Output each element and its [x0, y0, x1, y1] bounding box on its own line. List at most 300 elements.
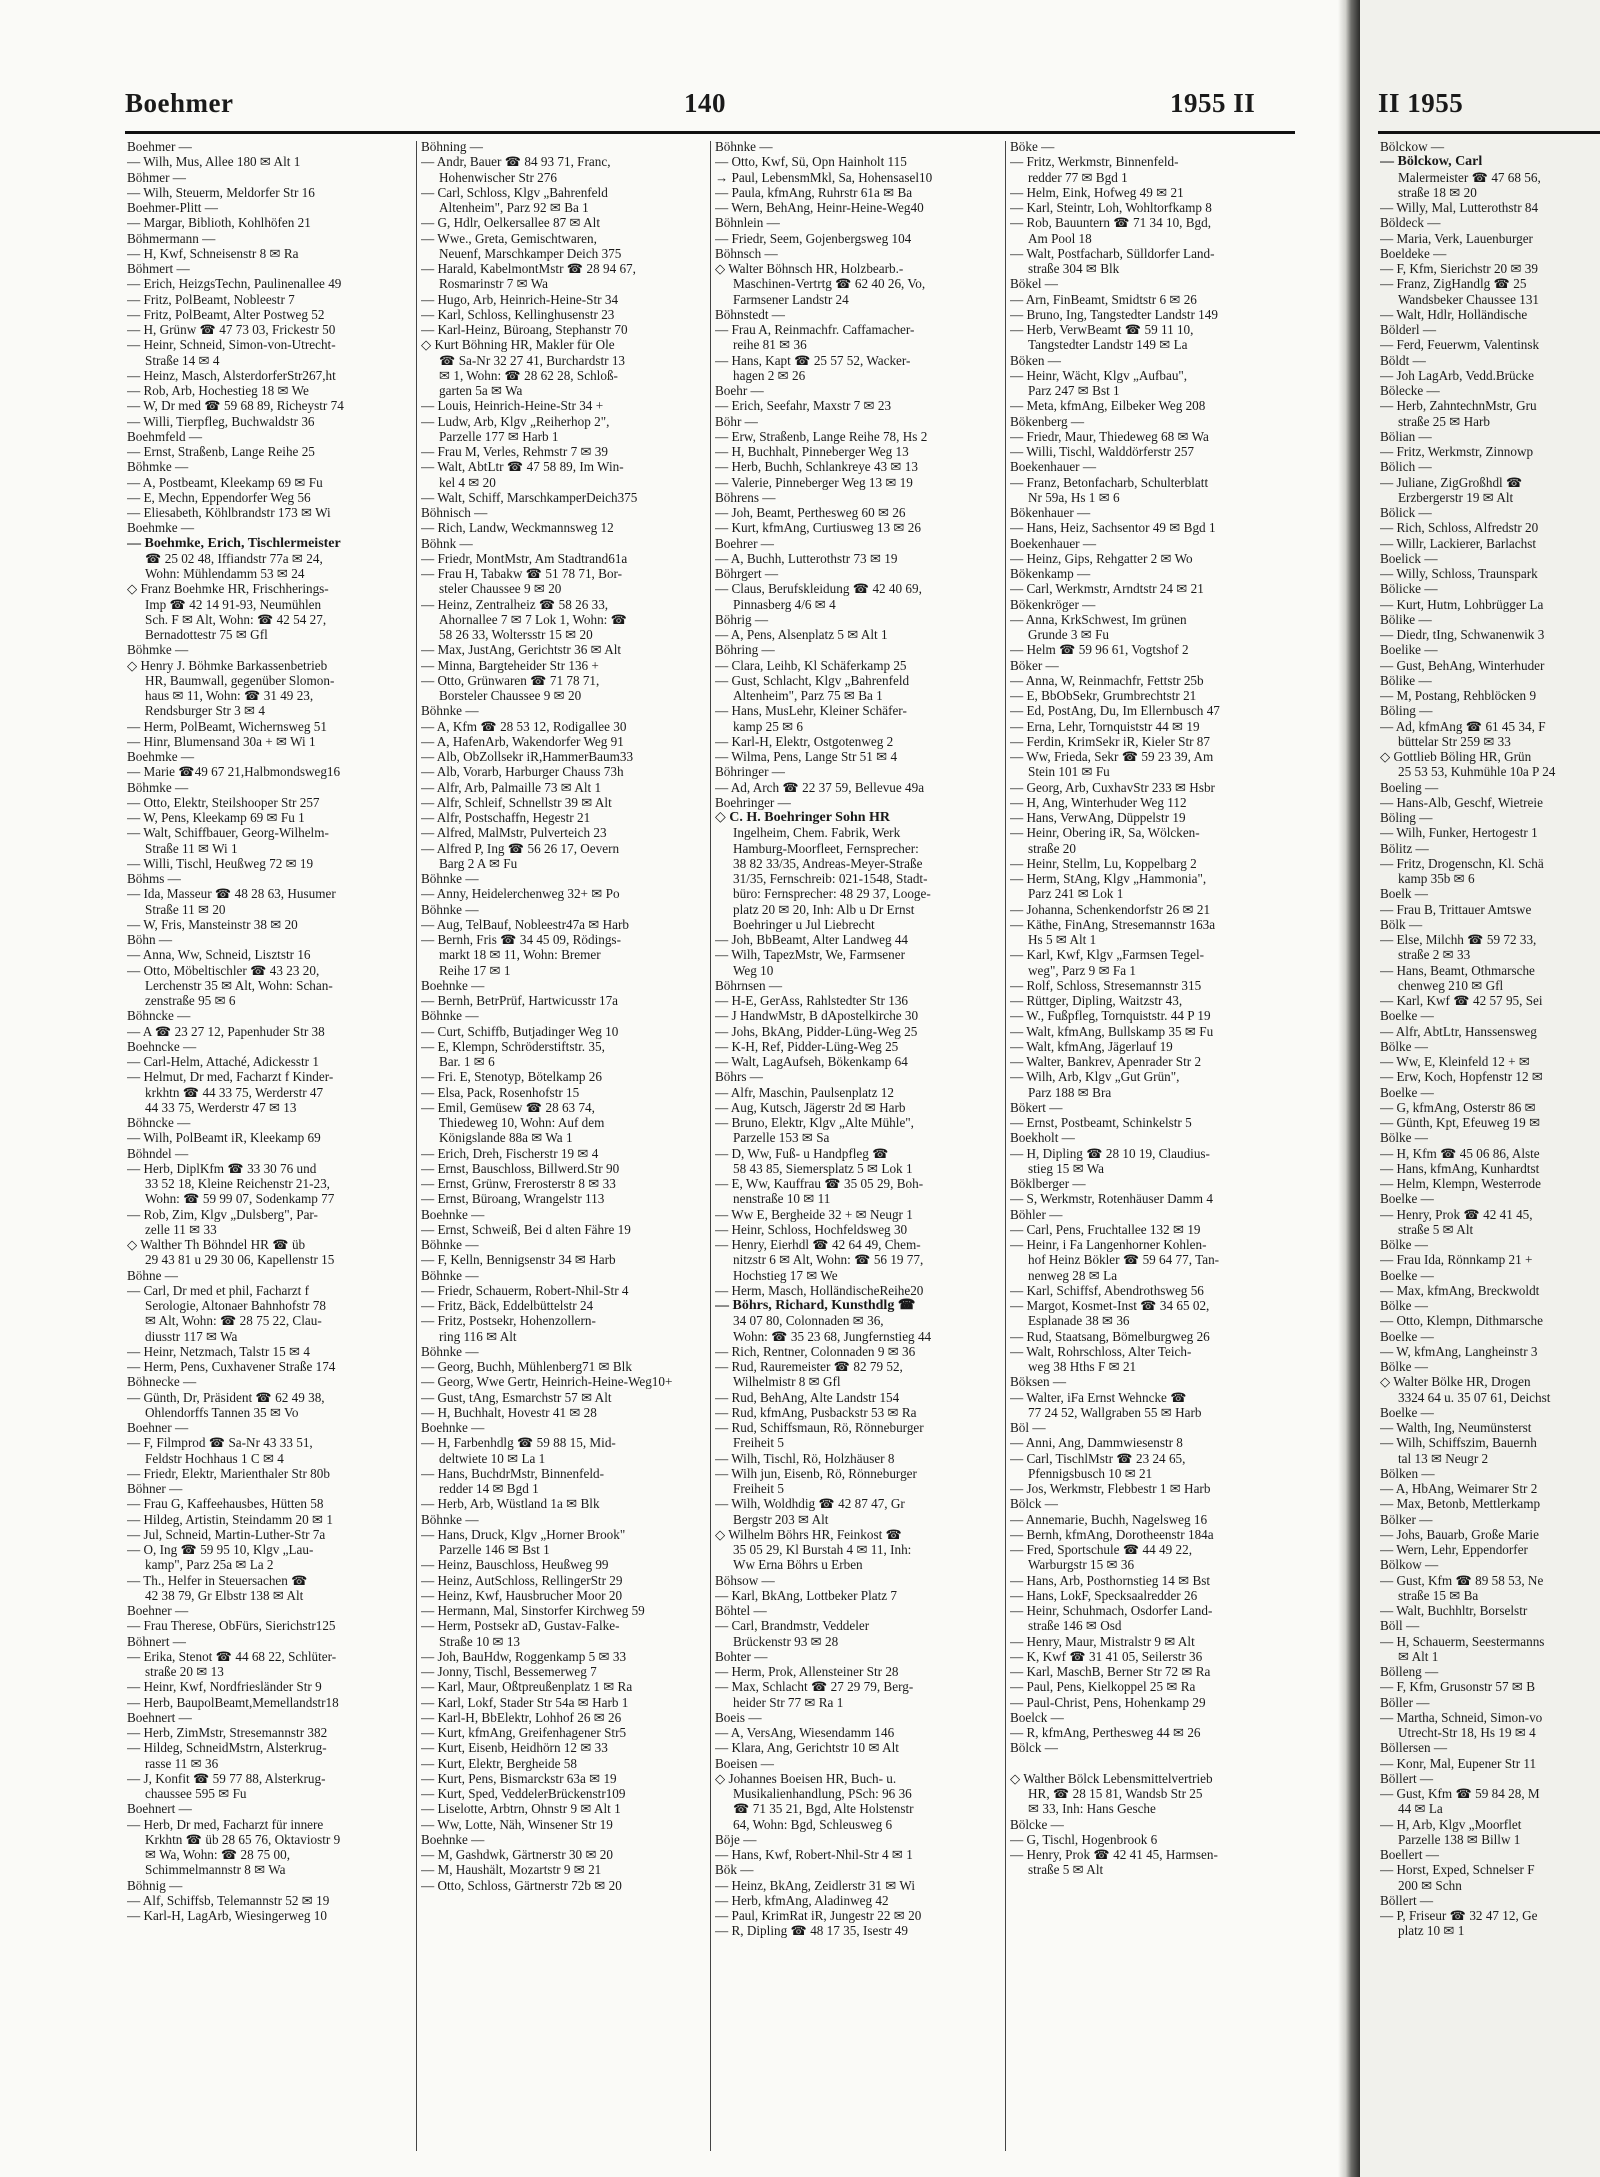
directory-entry: — Jul, Schneid, Martin-Luther-Str 7a	[127, 1526, 326, 1542]
directory-entry: Pinnasberg 4/6 ✉ 4	[733, 596, 836, 612]
directory-entry: — Bruno, Ing, Tangstedter Landstr 149	[1010, 306, 1218, 322]
directory-entry: Hochstieg 17 ✉ We	[733, 1267, 838, 1283]
directory-entry: kamp 25 ✉ 6	[733, 718, 804, 734]
directory-entry: — Otto, Klempn, Dithmarsche	[1380, 1313, 1543, 1329]
directory-column-5	[1380, 139, 1600, 1939]
directory-entry: büro: Fernsprecher: 48 29 37, Looge-	[733, 886, 931, 902]
directory-entry: — Fritz, Drogenschn, Kl. Schä	[1380, 855, 1544, 871]
directory-entry: — E, Klempn, Schröderstiftstr. 35,	[421, 1038, 605, 1054]
directory-entry: — Günth, Kpt, Efeuweg 19 ✉	[1380, 1115, 1541, 1130]
directory-entry: — Hinr, Blumensand 30a + ✉ Wi 1	[127, 733, 316, 749]
directory-entry: Boelke —	[1380, 1191, 1434, 1207]
directory-entry: — Gust, Schlacht, Klgv „Bahrenfeld	[715, 672, 910, 688]
directory-entry: Altenheim", Parz 75 ✉ Ba 1	[733, 688, 883, 703]
directory-entry: — Paul, KrimRat iR, Jungestr 22 ✉ 20	[715, 1908, 922, 1923]
directory-entry: — Herm, Pens, Cuxhavener Straße 174	[127, 1359, 336, 1374]
directory-entry: — Friedr, Maur, Thiedeweg 68 ✉ Wa	[1010, 428, 1209, 444]
directory-entry: Hamburg-Moorfleet, Fernsprecher:	[733, 840, 919, 856]
directory-entry: — Ferd, Feuerwm, Valentinsk	[1380, 337, 1540, 353]
directory-entry: Straße 14 ✉ 4	[145, 352, 220, 368]
directory-entry: 38 82 33/35, Andreas-Meyer-Straße	[733, 855, 923, 871]
directory-entry: Boeis —	[715, 1709, 762, 1725]
directory-entry: — Otto, Schloss, Gärtnerstr 72b ✉ 20	[421, 1877, 622, 1893]
directory-entry: ☎ 25 02 48, Iffiandstr 77a ✉ 24,	[145, 550, 323, 566]
directory-entry: — Heinz, BkAng, Zeidlerstr 31 ✉ Wi	[715, 1877, 915, 1893]
directory-entry: — Arn, FinBeamt, Smidtstr 6 ✉ 26	[1010, 291, 1197, 307]
directory-entry: — Otto, Elektr, Steilshooper Str 257	[127, 794, 320, 810]
directory-entry: — Annemarie, Buchh, Nagelsweg 16	[1010, 1511, 1208, 1527]
directory-entry: — Kurt, Eisenb, Heidhörn 12 ✉ 33	[421, 1740, 608, 1756]
directory-entry: garten 5a ✉ Wa	[439, 383, 523, 398]
directory-entry: — Frau H, Tabakw ☎ 51 78 71, Bor-	[421, 566, 623, 581]
directory-entry: Boehnert —	[127, 1709, 192, 1725]
directory-entry: Freiheit 5	[733, 1435, 784, 1451]
directory-entry: Boehmfeld —	[127, 428, 203, 444]
directory-entry: weg", Parz 9 ✉ Fa 1	[1028, 962, 1136, 978]
column-divider	[710, 141, 711, 2151]
directory-entry: 58 26 33, Woltersstr 15 ✉ 20	[439, 627, 593, 642]
directory-entry: — Emil, Gemüsew ☎ 28 63 74,	[421, 1099, 595, 1115]
directory-entry: — Fritz, Postsekr, Hohenzollern-	[421, 1313, 596, 1329]
directory-entry: — Wwe., Greta, Gemischtwaren,	[421, 230, 597, 246]
directory-entry: Parz 241 ✉ Lok 1	[1028, 886, 1124, 902]
directory-entry: kel 4 ✉ 20	[439, 474, 496, 490]
directory-entry: — Wern, Lehr, Eppendorfer	[1380, 1542, 1528, 1557]
directory-entry: ✉ Alt, Wohn: ☎ 28 75 22, Clau-	[145, 1313, 322, 1329]
directory-entry: Parzelle 146 ✉ Bst 1	[439, 1542, 550, 1557]
directory-column-3	[715, 139, 1000, 1939]
directory-entry: Ingelheim, Chem. Fabrik, Werk	[733, 825, 901, 841]
directory-entry: — Wilh, Steuerm, Meldorfer Str 16	[127, 184, 315, 200]
directory-entry: Boeling —	[1380, 779, 1439, 795]
directory-entry: Farmsener Landstr 24	[733, 291, 849, 307]
directory-entry: Parz 188 ✉ Bra	[1028, 1084, 1112, 1100]
directory-entry: — Erw, Straßenb, Lange Reihe 78, Hs 2	[715, 428, 928, 444]
directory-entry: Boekenhauer —	[1010, 535, 1097, 551]
directory-entry: — G, Hdlr, Oelkersallee 87 ✉ Alt	[421, 215, 600, 231]
directory-entry: 77 24 52, Wallgraben 55 ✉ Harb	[1028, 1404, 1202, 1420]
directory-entry: Böhrnsen —	[715, 977, 783, 993]
directory-entry: weg 38 Hths F ✉ 21	[1028, 1359, 1137, 1374]
directory-entry: 200 ✉ Schn	[1398, 1877, 1462, 1893]
directory-entry: — Heinr, Kwf, Nordfriesländer Str 9	[127, 1679, 322, 1695]
directory-entry: Boeldeke —	[1380, 245, 1447, 261]
directory-entry: — Max, JustAng, Gerichtstr 36 ✉ Alt	[421, 642, 622, 658]
directory-entry: — Walt, Rohrschloss, Alter Teich-	[1010, 1343, 1192, 1359]
directory-entry: — Alfred, MalMstr, Pulverteich 23	[421, 825, 607, 841]
directory-entry: Am Pool 18	[1028, 230, 1092, 246]
directory-entry: straße 25 ✉ Harb	[1398, 413, 1490, 429]
directory-entry: redder 14 ✉ Bgd 1	[439, 1481, 539, 1496]
directory-entry: — Louis, Heinrich-Heine-Str 34 +	[421, 398, 604, 414]
directory-entry: Warburgstr 15 ✉ 36	[1028, 1557, 1135, 1573]
directory-entry: — Alfr, Postschaffn, Hegestr 21	[421, 810, 591, 825]
directory-entry: Böje —	[715, 1831, 757, 1847]
directory-entry: — Herm, StAng, Klgv „Hammonia",	[1010, 871, 1207, 886]
directory-entry: — Heinz, Zentralheiz ☎ 58 26 33,	[421, 596, 609, 612]
directory-entry: Boeisen —	[715, 1755, 774, 1771]
directory-entry: — Karl, Steintr, Loh, Wohltorfkamp 8	[1010, 200, 1212, 215]
directory-entry: — Günth, Dr, Präsident ☎ 62 49 38,	[127, 1389, 325, 1405]
directory-entry: Böhrens —	[715, 489, 776, 505]
directory-entry: — Max, kfmAng, Breckwoldt	[1380, 1282, 1540, 1298]
directory-entry: — Georg, Arb, CuxhavStr 233 ✉ Hsbr	[1010, 779, 1215, 795]
directory-entry: Boelck —	[1010, 1709, 1064, 1725]
directory-entry: Grunde 3 ✉ Fu	[1028, 627, 1110, 642]
directory-entry: straße 146 ✉ Osd	[1028, 1618, 1122, 1634]
directory-entry: Bölicke —	[1380, 581, 1438, 597]
directory-entry: straße 304 ✉ Blk	[1028, 261, 1120, 276]
book-gutter	[1338, 0, 1360, 2177]
directory-entry: — Wern, BehAng, Heinr-Heine-Weg40	[715, 200, 924, 215]
directory-entry: HR, Baumwall, gegenüber Slomon-	[145, 672, 335, 688]
directory-entry: Bölker —	[1380, 1511, 1433, 1527]
directory-entry: Bölck —	[1010, 1740, 1058, 1756]
directory-entry: — Walt, Buchhltr, Borselstr	[1380, 1603, 1528, 1618]
directory-entry: Parzelle 177 ✉ Harb 1	[439, 428, 559, 444]
directory-entry: — Joh, BauHdw, Roggenkamp 5 ✉ 33	[421, 1648, 627, 1664]
directory-entry: Feldstr Hochhaus 1 C ✉ 4	[145, 1450, 284, 1466]
directory-entry: Esplanade 38 ✉ 36	[1028, 1313, 1130, 1329]
directory-entry: — F, Kelln, Bennigsenstr 34 ✉ Harb	[421, 1252, 616, 1268]
directory-entry: HR, ☎ 28 15 81, Wandsb Str 25	[1028, 1786, 1203, 1801]
directory-entry: Nr 59a, Hs 1 ✉ 6	[1028, 489, 1120, 505]
directory-entry: — Alfr, AbtLtr, Hanssensweg	[1380, 1023, 1537, 1039]
directory-entry: heider Str 77 ✉ Ra 1	[733, 1694, 844, 1710]
directory-entry: — Wilh, Woldhdig ☎ 42 87 47, Gr	[715, 1496, 905, 1512]
directory-entry: — W, Pens, Kleekamp 69 ✉ Fu 1	[127, 810, 305, 825]
directory-entry: — A, VersAng, Wiesendamm 146	[715, 1725, 895, 1740]
directory-entry: Bölke —	[1380, 1298, 1428, 1313]
directory-entry: — Fritz, PolBeamt, Nobleestr 7	[127, 291, 295, 307]
directory-entry: — Herb, ZimMstr, Stresemannstr 382	[127, 1725, 328, 1740]
directory-entry: 29 43 81 u 29 30 06, Kapellenstr 15	[145, 1252, 335, 1268]
directory-entry: deltwiete 10 ✉ La 1	[439, 1450, 546, 1466]
directory-entry: — Walt, kfmAng, Bullskamp 35 ✉ Fu	[1010, 1023, 1214, 1039]
directory-entry: Bölk —	[1380, 916, 1423, 932]
directory-entry: Böhning —	[421, 139, 483, 154]
directory-entry: — Karl-H, BbElektr, Lohhof 26 ✉ 26	[421, 1709, 622, 1725]
directory-entry: Boelike —	[1380, 642, 1438, 658]
directory-entry: — Helm ☎ 59 96 61, Vogtshof 2	[1010, 642, 1189, 658]
directory-entry: — Diedr, tIng, Schwanenwik 3	[1380, 627, 1545, 642]
directory-entry: — Erw, Koch, Hopfenstr 12 ✉	[1380, 1069, 1543, 1085]
directory-entry: Böller —	[1380, 1694, 1430, 1710]
directory-entry: Böhncke —	[127, 1008, 191, 1024]
directory-entry: straße 20 ✉ 13	[145, 1664, 224, 1679]
directory-column-2	[421, 139, 706, 1893]
directory-entry: Musikalienhandlung, PSch: 96 36	[733, 1786, 912, 1801]
directory-entry: — Karl, MaschB, Berner Str 72 ✉ Ra	[1010, 1664, 1211, 1679]
directory-entry: Boehner —	[127, 1603, 189, 1618]
directory-entry: — Elsa, Pack, Rosenhofstr 15	[421, 1084, 580, 1100]
directory-entry: — Ad, Arch ☎ 22 37 59, Bellevue 49a	[715, 779, 925, 795]
directory-entry: nenstraße 10 ✉ 11	[733, 1191, 831, 1207]
directory-entry: — H, Kfm ☎ 45 06 86, Alste	[1380, 1145, 1540, 1161]
directory-entry: — Martha, Schneid, Simon-vo	[1380, 1709, 1543, 1725]
directory-entry: — Bernh, BetrPrüf, Hartwicusstr 17a	[421, 993, 619, 1008]
directory-entry: — Herb, kfmAng, Aladinweg 42	[715, 1892, 889, 1908]
directory-entry: — Henry, Prok ☎ 42 41 45,	[1380, 1206, 1533, 1222]
directory-entry: Böhnsch —	[715, 245, 778, 261]
directory-entry: Boelick —	[1380, 550, 1438, 566]
directory-entry: Boelke —	[1380, 1404, 1434, 1420]
directory-entry: — Erich, Dreh, Fischerstr 19 ✉ 4	[421, 1145, 599, 1161]
directory-entry: Böhmert —	[127, 261, 190, 276]
directory-entry: — Margar, Biblioth, Kohlhöfen 21	[127, 215, 311, 231]
directory-entry: — Rich, Rentner, Colonnaden 9 ✉ 36	[715, 1343, 916, 1359]
directory-entry: — W, Fris, Mansteinstr 38 ✉ 20	[127, 916, 298, 932]
directory-entry: Bök —	[715, 1862, 754, 1878]
directory-entry: Bökenkröger —	[1010, 596, 1096, 612]
directory-entry: — Heinz, AutSchloss, RellingerStr 29	[421, 1572, 623, 1588]
directory-entry: — Carl, Werkmstr, Arndtstr 24 ✉ 21	[1010, 581, 1204, 597]
directory-entry: — H, Farbenhdlg ☎ 59 88 15, Mid-	[421, 1435, 616, 1451]
directory-entry: — Heinz, Bauschloss, Heußweg 99	[421, 1557, 609, 1573]
directory-entry: — Johs, Bauarb, Große Marie	[1380, 1526, 1539, 1542]
directory-entry: — Friedr, Schauerm, Robert-Nhil-Str 4	[421, 1282, 629, 1298]
directory-entry: ◇ Walther Bölck Lebensmittelvertrieb	[1010, 1770, 1213, 1786]
directory-entry: haus ✉ 11, Wohn: ☎ 31 49 23,	[145, 688, 314, 703]
directory-entry: — Frau B, Trittauer Amtswe	[1380, 901, 1532, 917]
directory-entry: — Carl, Dr med et phil, Facharzt f	[127, 1282, 310, 1298]
directory-entry: Lerchenstr 35 ✉ Alt, Wohn: Schan-	[145, 977, 333, 993]
directory-entry: — H, Buchhalt, Pinneberger Weg 13	[715, 444, 909, 459]
directory-entry: — Bernh, Fris ☎ 34 45 09, Rödings-	[421, 932, 621, 947]
directory-entry: — Aug, TelBauf, Nobleestr47a ✉ Harb	[421, 916, 630, 932]
directory-entry: Böhr —	[715, 413, 758, 429]
directory-entry: Rosmarinstr 7 ✉ Wa	[439, 276, 549, 292]
directory-entry: Böhnke —	[421, 871, 479, 886]
directory-entry: diusstr 117 ✉ Wa	[145, 1328, 238, 1344]
directory-entry: — E, BbObSekr, Grumbrechtstr 21	[1010, 688, 1197, 703]
directory-entry: — Heinr, Schneid, Simon-von-Utrecht-	[127, 337, 336, 353]
directory-entry: Bölick —	[1380, 505, 1432, 520]
directory-entry: — Anny, Heidelerchenweg 32+ ✉ Po	[421, 886, 620, 902]
directory-entry: — G, Tischl, Hogenbrook 6	[1010, 1831, 1158, 1847]
directory-entry: 31/35, Fernschreib: 021-1548, Stadt-	[733, 871, 928, 886]
directory-entry: Böling —	[1380, 810, 1433, 825]
directory-entry: — Herb, ZahntechnMstr, Gru	[1380, 398, 1537, 414]
directory-entry: — Heinz, Kwf, Hausbrucher Moor 20	[421, 1587, 623, 1603]
directory-entry: Tangstedter Landstr 149 ✉ La	[1028, 337, 1188, 353]
directory-entry: Böhnk —	[421, 535, 473, 551]
directory-entry: — Wilh, Tischl, Rö, Holzhäuser 8	[715, 1450, 895, 1466]
directory-entry: — Fritz, Bäck, Eddelbüttelstr 24	[421, 1298, 594, 1313]
directory-column-4	[1010, 139, 1295, 1878]
directory-entry: — Wilh, Arb, Klgv „Gut Grün",	[1010, 1069, 1180, 1085]
directory-entry: — Rud, kfmAng, Pusbackstr 53 ✉ Ra	[715, 1404, 917, 1420]
directory-entry: ◇ Franz Boehmke HR, Frischherings-	[127, 581, 329, 597]
directory-entry: ✉ 1, Wohn: ☎ 28 62 28, Schloß-	[439, 367, 618, 383]
directory-entry: — P, Friseur ☎ 32 47 12, Ge	[1380, 1908, 1538, 1923]
directory-entry: — Hans-Alb, Geschf, Wietreie	[1380, 794, 1543, 810]
directory-entry: — Hans, Druck, Klgv „Horner Brook"	[421, 1526, 626, 1542]
directory-entry: Hohenwischer Str 276	[439, 169, 557, 185]
directory-entry: — Alf, Schiffsb, Telemannstr 52 ✉ 19	[127, 1892, 330, 1908]
directory-entry: Böl —	[1010, 1420, 1046, 1435]
directory-entry: — Ludw, Arb, Klgv „Reiherhop 2",	[421, 413, 610, 429]
directory-entry: Boehrer —	[715, 535, 774, 551]
directory-entry: Parzelle 153 ✉ Sa	[733, 1130, 830, 1146]
directory-entry: — Wilh, TapezMstr, We, Farmsener	[715, 947, 905, 963]
directory-entry: — Ww E, Bergheide 32 + ✉ Neugr 1	[715, 1206, 913, 1222]
directory-entry: Boelk —	[1380, 886, 1428, 902]
directory-entry: — Clara, Leihb, Kl Schäferkamp 25	[715, 657, 907, 673]
directory-entry: — Erich, HeizgsTechn, Paulinenallee 49	[127, 276, 342, 292]
directory-entry: — Frau Ida, Rönnkamp 21 +	[1380, 1252, 1533, 1268]
directory-entry: Boehringer u Jul Liebrecht	[733, 916, 875, 932]
directory-entry: — Käthe, FinAng, Stresemannstr 163a	[1010, 916, 1216, 932]
directory-entry: — Valerie, Pinneberger Weg 13 ✉ 19	[715, 474, 913, 490]
directory-entry: — Carl, Pens, Fruchtallee 132 ✉ 19	[1010, 1221, 1201, 1237]
directory-entry: — F, Kfm, Sierichstr 20 ✉ 39	[1380, 261, 1538, 276]
directory-entry: 58 43 85, Siemersplatz 5 ✉ Lok 1	[733, 1160, 913, 1176]
directory-entry: — Paul-Christ, Pens, Hohenkamp 29	[1010, 1694, 1206, 1710]
directory-entry: — Rud, BehAng, Alte Landstr 154	[715, 1389, 900, 1405]
directory-entry: — Rud, Staatsang, Bömelburgweg 26	[1010, 1328, 1210, 1344]
directory-entry: Böke —	[1010, 139, 1055, 154]
directory-entry: — G, kfmAng, Osterstr 86 ✉	[1380, 1099, 1536, 1115]
directory-entry: Königslande 88a ✉ Wa 1	[439, 1130, 573, 1146]
directory-entry: Boehmke —	[127, 749, 195, 764]
directory-entry: — Walter, Bankrev, Apenrader Str 2	[1010, 1054, 1202, 1069]
directory-entry: hof Heinz Bökler ☎ 59 64 77, Tan-	[1028, 1252, 1220, 1268]
directory-entry: — Joh, BbBeamt, Alter Landweg 44	[715, 932, 909, 947]
directory-entry: — Friedr, Elektr, Marienthaler Str 80b	[127, 1465, 330, 1481]
directory-entry: — Wilh, PolBeamt iR, Kleekamp 69	[127, 1130, 321, 1146]
directory-entry: Straße 10 ✉ 13	[439, 1633, 521, 1649]
directory-entry: Böhnlein —	[715, 215, 780, 231]
directory-entry: — M, Haushält, Mozartstr 9 ✉ 21	[421, 1862, 602, 1878]
directory-entry: Böhmermann —	[127, 230, 216, 246]
directory-entry: — Bölckow, Carl	[1380, 154, 1483, 170]
directory-entry: Böhndel —	[127, 1145, 189, 1161]
directory-entry: Utrecht-Str 18, Hs 19 ✉ 4	[1398, 1725, 1536, 1740]
directory-entry: Bergstr 203 ✉ Alt	[733, 1511, 829, 1527]
directory-entry: 44 33 75, Werderstr 47 ✉ 13	[145, 1099, 297, 1115]
directory-entry: Ohlendorffs Tannen 35 ✉ Vo	[145, 1404, 299, 1420]
directory-entry: — Hans, Beamt, Othmarsche	[1380, 962, 1535, 978]
directory-entry: — Hans, Heiz, Sachsentor 49 ✉ Bgd 1	[1010, 520, 1216, 536]
directory-entry: — Böhrs, Richard, Kunsthdlg ☎	[715, 1298, 916, 1313]
directory-entry: Straße 11 ✉ Wi 1	[145, 840, 238, 856]
directory-entry: Bökert —	[1010, 1099, 1063, 1115]
directory-entry: Boekholt —	[1010, 1130, 1075, 1146]
directory-entry: Böhnert —	[127, 1633, 186, 1649]
directory-entry: Ahornallee 7 ✉ 7 Lok 1, Wohn: ☎	[439, 611, 628, 627]
directory-entry: redder 77 ✉ Bgd 1	[1028, 169, 1128, 185]
directory-entry: — Henry, Eierhdl ☎ 42 64 49, Chem-	[715, 1237, 921, 1252]
directory-entry: Borsteler Chaussee 9 ✉ 20	[439, 688, 582, 703]
directory-entry: — Walt, Schiff, MarschkamperDeich375	[421, 489, 638, 505]
directory-entry: — Walt, LagAufseh, Bökenkamp 64	[715, 1054, 908, 1069]
directory-entry: — Wilh, Funker, Hertogestr 1	[1380, 825, 1538, 841]
directory-entry: — Carl, Brandmstr, Veddeler	[715, 1618, 870, 1634]
directory-entry: — Alb, Vorarb, Harburger Chauss 73h	[421, 764, 624, 780]
directory-entry: — Walt, Hdlr, Holländische	[1380, 306, 1528, 322]
directory-entry: — Ww, Lotte, Näh, Winsener Str 19	[421, 1816, 613, 1832]
directory-entry: Böhnke —	[421, 1008, 479, 1024]
directory-entry: ring 116 ✉ Alt	[439, 1328, 517, 1344]
directory-entry: Bölike —	[1380, 672, 1432, 688]
directory-entry: — Willy, Schloss, Traunspark	[1380, 566, 1538, 581]
directory-entry: nenweg 28 ✉ La	[1028, 1267, 1118, 1283]
directory-entry: → Paul, LebensmMkl, Sa, Hohensasel10	[715, 169, 933, 185]
directory-entry: — Wilh jun, Eisenb, Rö, Rönneburger	[715, 1465, 917, 1481]
directory-entry: — Carl, TischlMstr ☎ 23 24 65,	[1010, 1450, 1186, 1466]
directory-entry: — Gust, Kfm ☎ 89 58 53, Ne	[1380, 1572, 1544, 1588]
directory-entry: Böhnstedt —	[715, 306, 785, 322]
directory-entry: — Wilh, Schiffszim, Bauernh	[1380, 1435, 1537, 1451]
directory-entry: chenweg 210 ✉ Gfl	[1398, 977, 1504, 993]
directory-entry: 34 07 80, Colonnaden ✉ 36,	[733, 1313, 884, 1329]
directory-entry: — Herm, PolBeamt, Wichernsweg 51	[127, 718, 327, 734]
directory-entry: Neuenf, Marschkamper Deich 375	[439, 245, 622, 261]
directory-entry: Böhnke —	[421, 1343, 479, 1359]
directory-entry: — A, Postbeamt, Kleekamp 69 ✉ Fu	[127, 474, 323, 490]
directory-entry: — Karl-H, LagArb, Wiesingerweg 10	[127, 1908, 327, 1923]
directory-entry: — Karl-H, Elektr, Ostgotenweg 2	[715, 733, 894, 749]
directory-entry: Böhne —	[127, 1267, 178, 1283]
directory-entry: — W, kfmAng, Langheinstr 3	[1380, 1343, 1538, 1359]
directory-entry: — Ferdin, KrimSekr iR, Kieler Str 87	[1010, 733, 1210, 749]
right-page-header-year: II 1955	[1378, 88, 1464, 118]
directory-column-1	[127, 139, 412, 1923]
directory-entry: kamp", Parz 25a ✉ La 2	[145, 1557, 274, 1573]
directory-entry: — Juliane, ZigGroßhdl ☎	[1380, 474, 1523, 490]
directory-entry: Wohn: Mühlendamm 53 ✉ 24	[145, 566, 305, 581]
directory-entry: büttelar Str 259 ✉ 33	[1398, 733, 1511, 749]
directory-entry: — Hugo, Arb, Heinrich-Heine-Str 34	[421, 291, 619, 307]
directory-entry: — Karl, Kwf, Klgv „Farmsen Tegel-	[1010, 947, 1205, 963]
directory-entry: stieg 15 ✉ Wa	[1028, 1160, 1105, 1176]
directory-entry: Boehnke —	[421, 977, 485, 993]
directory-entry: — Herm, Prok, Allensteiner Str 28	[715, 1664, 899, 1679]
directory-entry: — Ernst, Schweiß, Bei d alten Fähre 19	[421, 1221, 631, 1237]
directory-entry: ✉ Wa, Wohn: ☎ 28 75 00,	[145, 1847, 291, 1862]
directory-entry: — Harald, KabelmontMstr ☎ 28 94 67,	[421, 261, 636, 276]
directory-entry: — Alfr, Arb, Palmaille 73 ✉ Alt 1	[421, 779, 602, 795]
directory-entry: krkhtn ☎ 44 33 75, Werderstr 47	[145, 1084, 324, 1100]
directory-entry: — F, Filmprod ☎ Sa-Nr 43 33 51,	[127, 1435, 313, 1451]
directory-entry: Bölike —	[1380, 611, 1432, 627]
directory-entry: — Ed, PostAng, Du, Im Ellernbusch 47	[1010, 703, 1220, 719]
directory-entry: — H, Grünw ☎ 47 73 03, Frickestr 50	[127, 322, 336, 337]
directory-entry: — Helm, Eink, Hofweg 49 ✉ 21	[1010, 184, 1184, 200]
directory-entry: — Erna, Lehr, Tornquiststr 44 ✉ 19	[1010, 718, 1200, 734]
directory-entry: straße 2 ✉ 33	[1398, 947, 1471, 963]
directory-entry	[1010, 1756, 1295, 1771]
directory-entry: — Otto, Kwf, Sü, Opn Hainholt 115	[715, 154, 907, 170]
directory-entry: Böhnke —	[715, 139, 773, 154]
directory-entry: kamp 35b ✉ 6	[1398, 871, 1475, 886]
directory-entry: Brückenstr 93 ✉ 28	[733, 1633, 839, 1649]
directory-entry: Bölke —	[1380, 1359, 1428, 1374]
directory-entry: Erzbergerstr 19 ✉ Alt	[1398, 489, 1514, 505]
directory-entry: — Aug, Kutsch, Jägerstr 2d ✉ Harb	[715, 1099, 906, 1115]
directory-entry: — Fri. E, Stenotyp, Bötelkamp 26	[421, 1069, 602, 1085]
directory-entry: — Liselotte, Arbtrn, Ohnstr 9 ✉ Alt 1	[421, 1801, 621, 1817]
directory-entry: — W, Dr med ☎ 59 68 89, Richeystr 74	[127, 398, 344, 414]
directory-entry: hagen 2 ✉ 26	[733, 367, 806, 383]
directory-entry: — Bruno, Elektr, Klgv „Alte Mühle",	[715, 1115, 914, 1130]
directory-entry: — Rich, Schloss, Alfredstr 20	[1380, 520, 1539, 536]
directory-entry: Bölleng —	[1380, 1664, 1439, 1679]
directory-entry: Schimmelmannstr 8 ✉ Wa	[145, 1862, 286, 1878]
directory-entry: — Anni, Ang, Dammwiesenstr 8	[1010, 1435, 1183, 1451]
directory-entry: — Jonny, Tischl, Bessemerweg 7	[421, 1664, 597, 1679]
